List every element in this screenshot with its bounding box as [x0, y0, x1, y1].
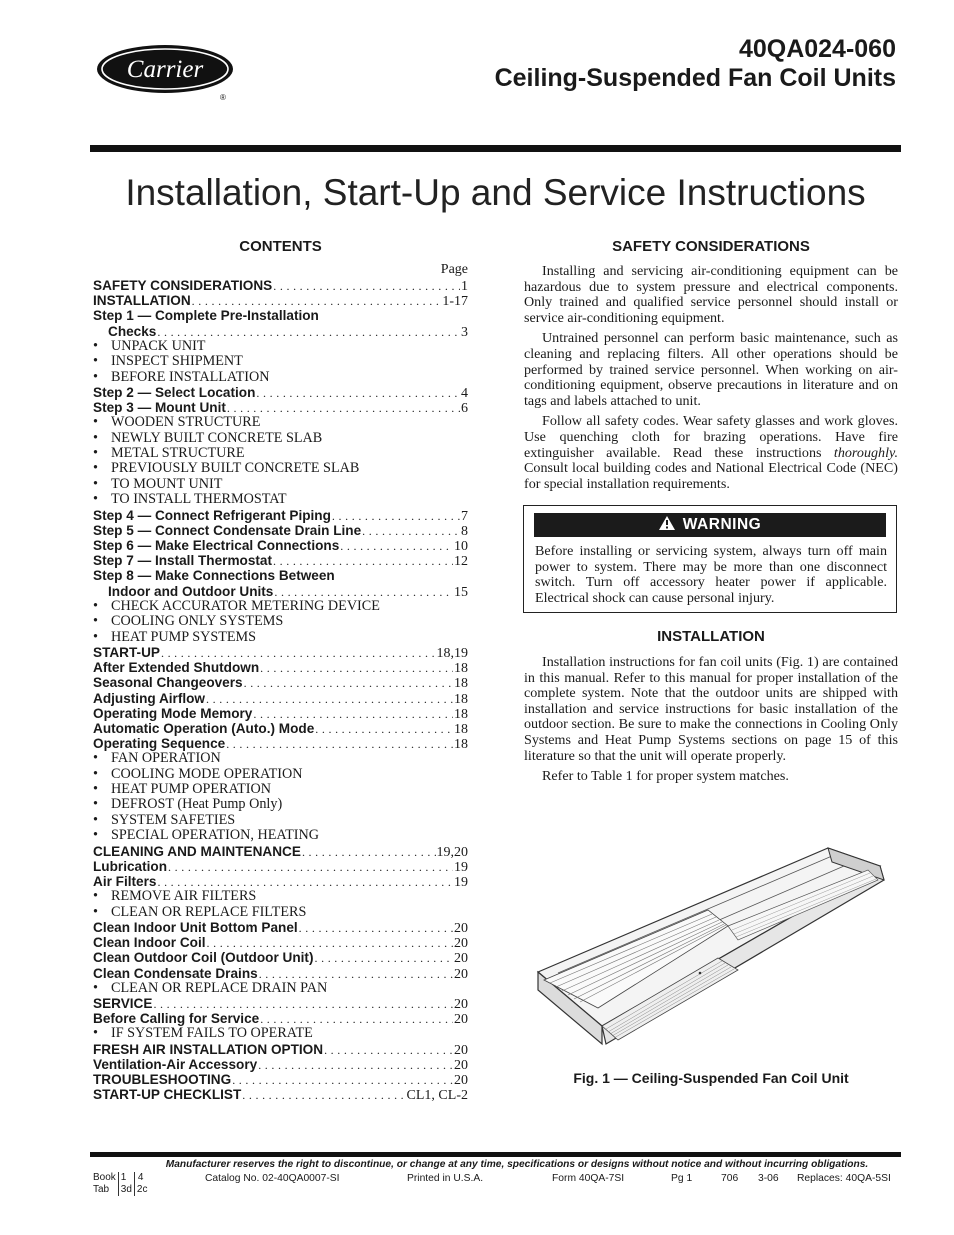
safety-heading: SAFETY CONSIDERATIONS — [612, 238, 810, 255]
contents-bullet-text: CHECK ACCURATOR METERING DEVICE — [111, 597, 380, 614]
dot-leader — [273, 279, 460, 293]
contents-bullet — [93, 477, 468, 492]
contents-entry — [93, 324, 468, 339]
contents-bullet — [93, 1026, 468, 1041]
dot-leader — [256, 386, 460, 400]
contents-entry-page: 18 — [454, 737, 468, 752]
contents-entry-page: 20 — [454, 1042, 468, 1058]
contents-entry — [93, 996, 468, 1011]
carrier-logo — [95, 44, 237, 102]
book-label: Book — [93, 1172, 116, 1183]
contents-bullet — [93, 782, 468, 797]
contents-bullet-text: UNPACK UNIT — [111, 337, 206, 354]
contents-bullet — [93, 354, 468, 369]
print-date: 3-06 — [758, 1173, 779, 1184]
contents-entry-title: START-UP — [93, 644, 160, 660]
safety-paragraph-1: Installing and servicing air-conditioning equipment can be hazardous due to system pressure and electrical components. Only trained and qualified service personnel should install or service air-conditioning equipment. — [524, 263, 898, 326]
contents-entry-title: SAFETY CONSIDERATIONS — [93, 278, 273, 293]
dot-leader — [192, 294, 442, 308]
replaces-form: Replaces: 40QA-5SI — [797, 1173, 891, 1184]
tab-value-2: 2c — [134, 1184, 149, 1196]
contents-entry-title: SERVICE — [93, 996, 153, 1012]
contents-entry-title: Automatic Operation (Auto.) Mode — [93, 720, 315, 736]
installation-section — [524, 628, 898, 790]
book-row — [91, 1172, 149, 1184]
dot-leader — [273, 554, 453, 568]
contents-bullet — [93, 630, 468, 645]
svg-text:®: ® — [220, 93, 226, 102]
contents-bullet-text: INSPECT SHIPMENT — [111, 353, 243, 370]
contents-bullet-text: DEFROST (Heat Pump Only) — [111, 796, 283, 813]
bullet-icon: • — [93, 460, 98, 477]
contents-entry — [93, 920, 468, 935]
print-code: 706 — [721, 1173, 739, 1184]
model-number: 40QA024-060 — [738, 35, 896, 63]
footer-rule — [90, 1152, 901, 1157]
contents-entry-title: Step 2 — Select Location — [93, 384, 256, 400]
dot-leader — [244, 676, 453, 690]
warning-label: WARNING — [682, 516, 762, 533]
tab-value-1: 3d — [118, 1184, 134, 1196]
contents-entry-title: Ventilation-Air Accessory — [93, 1057, 258, 1073]
page-number: Pg 1 — [671, 1173, 693, 1184]
bullet-icon: • — [93, 903, 98, 920]
safety-section — [524, 238, 898, 497]
dot-leader — [161, 646, 436, 660]
contents-entry-page: 20 — [454, 920, 468, 936]
table-of-contents — [93, 238, 468, 1103]
dot-leader — [258, 1058, 453, 1072]
contents-entry-page: 10 — [454, 539, 468, 554]
warning-text: Before installing or servicing system, always turn off main power to system. There may be more than one disconnect switch. Turn off accessory heater power if applicable. Electrical shock can cause personal injury. — [535, 543, 887, 607]
dot-leader — [260, 1012, 453, 1026]
tab-row — [91, 1184, 149, 1196]
contents-entry-page: 19 — [454, 874, 468, 890]
dot-leader — [260, 661, 453, 675]
bullet-icon: • — [93, 979, 98, 996]
contents-entry — [93, 874, 468, 889]
contents-bullet — [93, 339, 468, 354]
warning-box — [523, 505, 897, 613]
dot-leader — [315, 722, 453, 736]
installation-paragraph-2: Refer to Table 1 for proper system matches. — [542, 768, 789, 785]
contents-entry — [93, 385, 468, 400]
contents-entry-page: 18 — [454, 676, 468, 691]
safety-paragraph-3-end: Consult local building codes and National Electrical Code (NEC) for special installation requirements. — [524, 460, 898, 492]
contents-entry-page: 6 — [461, 401, 468, 416]
form-number: Form 40QA-7SI — [552, 1173, 625, 1184]
dot-leader — [324, 1043, 453, 1057]
dot-leader — [206, 692, 453, 706]
contents-entry-title: Clean Outdoor Coil (Outdoor Unit) — [93, 950, 314, 966]
safety-paragraph-2: Untrained personnel can perform basic maintenance, such as cleaning and replacing filters. All other operations should be performed by trained service personnel. When working on air-conditioning equipment, observe precautions in literature and on tags and labels attached to unit. — [524, 330, 898, 409]
dot-leader — [253, 707, 453, 721]
dot-leader — [299, 921, 453, 935]
contents-heading: CONTENTS — [239, 238, 322, 255]
contents-entry — [93, 1072, 468, 1087]
contents-entry-page: 20 — [454, 1058, 468, 1073]
contents-entry-title: Step 5 — Connect Condensate Drain Line — [93, 522, 362, 538]
contents-entry-page: 15 — [454, 584, 468, 599]
contents-bullet-text: BEFORE INSTALLATION — [111, 368, 270, 385]
contents-entry — [93, 645, 468, 660]
bullet-icon: • — [93, 337, 98, 354]
contents-entry — [93, 721, 468, 736]
contents-entry — [93, 675, 468, 690]
contents-entry — [93, 660, 468, 675]
contents-bullet-text: TO INSTALL THERMOSTAT — [111, 491, 287, 508]
dot-leader — [332, 509, 460, 523]
contents-entry-title: START-UP CHECKLIST — [93, 1087, 242, 1103]
dot-leader — [157, 325, 460, 339]
bullet-icon: • — [93, 613, 98, 630]
safety-paragraph-3 — [524, 414, 898, 492]
bullet-icon: • — [93, 750, 98, 767]
contents-entry — [93, 1042, 468, 1057]
contents-entry-page: 20 — [454, 936, 468, 951]
bullet-icon: • — [93, 491, 98, 508]
contents-entry-title: FRESH AIR INSTALLATION OPTION — [93, 1041, 324, 1057]
contents-bullet-text: NEWLY BUILT CONCRETE SLAB — [111, 429, 323, 446]
warning-banner — [534, 513, 886, 537]
contents-entry — [93, 400, 468, 415]
contents-entry-page: 18,19 — [436, 645, 468, 661]
contents-bullet-text: WOODEN STRUCTURE — [111, 414, 261, 431]
contents-entry-title: TROUBLESHOOTING — [93, 1072, 232, 1088]
contents-entry — [93, 935, 468, 950]
contents-entry-title: Operating Sequence — [93, 736, 226, 752]
contents-bullet-text: PREVIOUSLY BUILT CONCRETE SLAB — [111, 460, 360, 477]
contents-entry — [93, 278, 468, 293]
dot-leader — [226, 737, 453, 751]
bullet-icon: • — [93, 781, 98, 798]
bullet-icon: • — [93, 445, 98, 462]
fan-coil-unit-illustration — [528, 830, 898, 1060]
contents-entry — [93, 844, 468, 859]
contents-entry-page: 1 — [461, 279, 468, 294]
printed-in: Printed in U.S.A. — [407, 1173, 484, 1184]
bullet-icon: • — [93, 475, 98, 492]
contents-bullet-text: CLEAN OR REPLACE DRAIN PAN — [111, 979, 328, 996]
contents-bullet — [93, 889, 468, 904]
contents-bullet-text: REMOVE AIR FILTERS — [111, 888, 257, 905]
dot-leader — [242, 1088, 405, 1102]
contents-entry-title: Seasonal Changeovers — [93, 675, 243, 691]
contents-entry-page: 20 — [454, 997, 468, 1012]
contents-entry-page: 12 — [454, 554, 468, 569]
contents-list — [93, 278, 468, 1103]
contents-entry-page: 20 — [454, 951, 468, 966]
contents-entry-page: 20 — [454, 1073, 468, 1088]
contents-bullet-text: CLEAN OR REPLACE FILTERS — [111, 903, 307, 920]
contents-entry-title: Step 3 — Mount Unit — [93, 400, 226, 416]
contents-bullet — [93, 797, 468, 812]
contents-entry-title: Step 7 — Install Thermostat — [93, 553, 273, 569]
contents-bullet-text: SYSTEM SAFETIES — [111, 811, 236, 828]
contents-bullet — [93, 431, 468, 446]
contents-entry-title: Operating Mode Memory — [93, 705, 253, 721]
bullet-icon: • — [93, 796, 98, 813]
bullet-icon: • — [93, 414, 98, 431]
contents-entry — [93, 706, 468, 721]
contents-entry — [93, 538, 468, 553]
bullet-icon: • — [93, 368, 98, 385]
contents-entry — [93, 1087, 468, 1102]
dot-leader — [362, 524, 460, 538]
bullet-icon: • — [93, 1025, 98, 1042]
dot-leader — [315, 951, 454, 965]
contents-bullet — [93, 370, 468, 385]
contents-bullet-text: FAN OPERATION — [111, 750, 221, 767]
contents-entry-page: 20 — [454, 1012, 468, 1027]
contents-entry-page: 4 — [461, 385, 468, 401]
contents-bullet-text: HEAT PUMP SYSTEMS — [111, 628, 257, 645]
contents-bullet — [93, 446, 468, 461]
contents-entry — [93, 691, 468, 706]
contents-entry — [93, 553, 468, 568]
contents-entry-page: 20 — [454, 966, 468, 981]
contents-bullet-text: TO MOUNT UNIT — [111, 475, 223, 492]
product-header — [495, 34, 896, 93]
bullet-icon: • — [93, 811, 98, 828]
contents-bullet — [93, 751, 468, 766]
bullet-icon: • — [93, 628, 98, 645]
contents-bullet — [93, 813, 468, 828]
bullet-icon: • — [93, 429, 98, 446]
product-name: Ceiling-Suspended Fan Coil Units — [494, 64, 896, 92]
contents-entry-title: Step 8 — Make Connections Between — [93, 568, 335, 584]
contents-entry-page: CL1, CL-2 — [406, 1088, 468, 1103]
contents-bullet — [93, 415, 468, 430]
contents-entry — [93, 568, 468, 583]
dot-leader — [340, 539, 453, 553]
contents-entry-title: INSTALLATION — [93, 293, 191, 309]
contents-bullet — [93, 492, 468, 507]
contents-entry-title: Adjusting Airflow — [93, 690, 206, 706]
document-title: Installation, Start-Up and Service Instructions — [125, 172, 866, 213]
contents-entry-page: 18 — [454, 706, 468, 721]
contents-entry — [93, 584, 468, 599]
bullet-icon: • — [93, 353, 98, 370]
contents-entry-page: 3 — [461, 324, 468, 339]
contents-entry-page: 19 — [454, 859, 468, 874]
contents-entry-page: 18 — [454, 691, 468, 706]
contents-entry-title: Step 1 — Complete Pre-Installation — [93, 308, 319, 324]
contents-entry — [93, 293, 468, 308]
dot-leader — [157, 875, 453, 889]
contents-entry-title: After Extended Shutdown — [93, 660, 260, 676]
contents-entry-title: Step 6 — Make Electrical Connections — [93, 538, 340, 554]
dot-leader — [168, 860, 453, 874]
header-rule — [90, 145, 901, 152]
warning-triangle-icon — [659, 516, 675, 530]
contents-bullet — [93, 905, 468, 920]
bullet-icon: • — [93, 888, 98, 905]
contents-entry — [93, 736, 468, 751]
dot-leader — [227, 401, 460, 415]
dot-leader — [153, 997, 453, 1011]
contents-entry-title: Clean Indoor Unit Bottom Panel — [93, 919, 298, 935]
contents-bullet — [93, 828, 468, 843]
book-tab-table — [91, 1172, 149, 1196]
page-column-label: Page — [440, 262, 468, 277]
contents-entry-page: 18 — [454, 721, 468, 737]
contents-entry — [93, 308, 468, 323]
dot-leader — [259, 967, 453, 981]
contents-entry-title: Clean Condensate Drains — [93, 965, 258, 981]
contents-entry — [93, 950, 468, 965]
dot-leader — [232, 1073, 453, 1087]
contents-bullet-text: COOLING ONLY SYSTEMS — [111, 613, 284, 630]
book-tab-index — [91, 1172, 153, 1198]
safety-emphasis: thoroughly. — [833, 444, 898, 461]
dot-leader — [274, 585, 453, 599]
contents-entry — [93, 508, 468, 523]
footer-disclaimer: Manufacturer reserves the right to discontinue, or change at any time, specifications or designs without notice and without incurring obligations. — [165, 1159, 869, 1170]
book-value-2: 4 — [134, 1172, 149, 1184]
contents-entry-title: Step 4 — Connect Refrigerant Piping — [93, 507, 331, 523]
installation-paragraph-1: Installation instructions for fan coil units (Fig. 1) are contained in this manual. Refer to this manual for proper installation of the complete system. Note that the outdoor units are shipped with installation and service instructions for basic installation of the outdoor section. Be sure to make the connections in Cooling Only Systems and Heat Pump Systems sections on page 15 of this literature so that the unit will operate properly. — [524, 654, 898, 764]
contents-bullet-text: SPECIAL OPERATION, HEATING — [111, 827, 319, 844]
contents-bullet — [93, 981, 468, 996]
catalog-number: Catalog No. 02-40QA0007-SI — [205, 1173, 340, 1184]
contents-bullet-text: IF SYSTEM FAILS TO OPERATE — [111, 1025, 313, 1042]
contents-bullet-text: HEAT PUMP OPERATION — [111, 781, 272, 798]
contents-entry-title: CLEANING AND MAINTENANCE — [93, 843, 301, 859]
figure-caption: Fig. 1 — Ceiling-Suspended Fan Coil Unit — [573, 1070, 849, 1086]
contents-entry — [93, 1011, 468, 1026]
contents-entry-title: Before Calling for Service — [93, 1011, 260, 1027]
dot-leader — [302, 845, 436, 859]
contents-entry — [93, 523, 468, 538]
contents-entry-page: 8 — [461, 523, 468, 539]
contents-bullet-text: COOLING MODE OPERATION — [111, 765, 303, 782]
contents-entry-page: 1-17 — [442, 294, 468, 309]
contents-bullet — [93, 599, 468, 614]
svg-text:Carrier: Carrier — [126, 56, 204, 83]
installation-heading: INSTALLATION — [657, 628, 765, 645]
bullet-icon: • — [93, 827, 98, 844]
contents-bullet-text: METAL STRUCTURE — [111, 445, 245, 462]
safety-paragraph-3-start: Follow all safety codes. Wear safety glasses and work gloves. Use quenching cloth for brazing operations. Have fire extinguisher available. Read these instructions — [524, 413, 898, 461]
contents-entry-title: Indoor and Outdoor Units — [108, 583, 274, 599]
contents-entry-title: Checks — [108, 323, 157, 339]
contents-entry-title: Clean Indoor Coil — [93, 935, 206, 951]
bullet-icon: • — [93, 597, 98, 614]
bullet-icon: • — [93, 765, 98, 782]
contents-entry — [93, 1057, 468, 1072]
contents-entry-page: 18 — [454, 661, 468, 676]
contents-entry — [93, 966, 468, 981]
contents-entry-page: 19,20 — [436, 844, 468, 859]
contents-entry-title: Air Filters — [93, 873, 157, 889]
contents-entry-page: 7 — [461, 508, 468, 523]
tab-label: Tab — [93, 1184, 110, 1195]
book-value-1: 1 — [118, 1172, 134, 1184]
contents-entry-title: Lubrication — [93, 858, 168, 874]
contents-bullet — [93, 461, 468, 476]
dot-leader — [207, 936, 453, 950]
contents-bullet — [93, 767, 468, 782]
contents-bullet — [93, 614, 468, 629]
contents-entry — [93, 859, 468, 874]
